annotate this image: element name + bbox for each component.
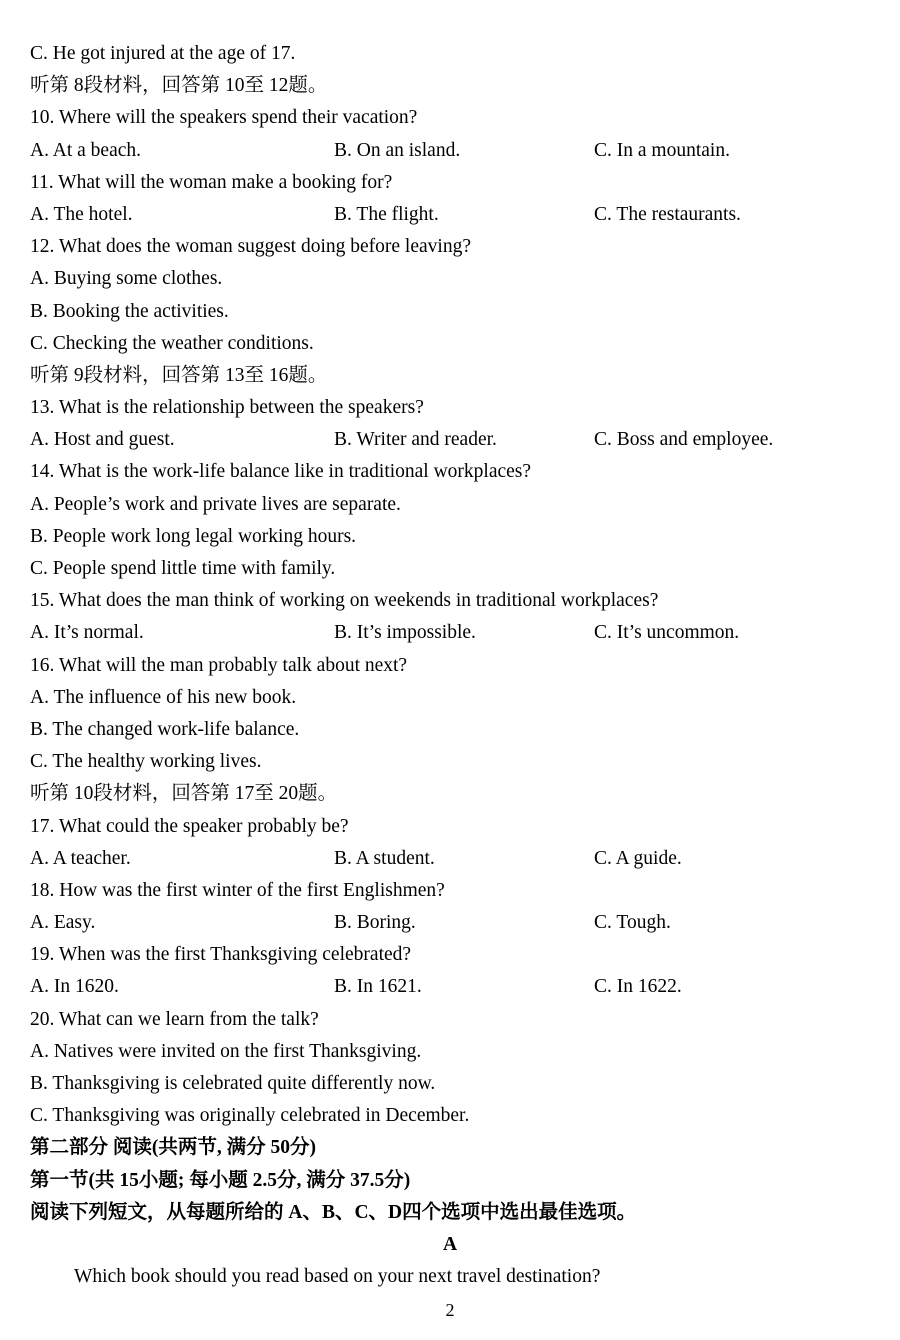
text-line: A. Buying some clothes. [30, 268, 223, 290]
text-line: 11. What will the woman make a booking for? [30, 171, 393, 193]
text-line: B. Booking the activities. [30, 300, 229, 322]
option-a: A. Easy. [30, 912, 96, 934]
passage-label: A [442, 1233, 458, 1255]
text-line: 17. What could the speaker probably be? [30, 815, 349, 837]
option-row [30, 617, 870, 649]
text-line: 12. What does the woman suggest doing before leaving? [30, 236, 471, 258]
text-line: C. Checking the weather conditions. [30, 332, 314, 354]
option-b: B. On an island. [334, 139, 461, 161]
option-b: B. Writer and reader. [334, 429, 497, 451]
option-a: A. A teacher. [30, 847, 131, 869]
option-b: B. It’s impossible. [334, 622, 476, 644]
text-line: 15. What does the man think of working on weekends in traditional workplaces? [30, 590, 659, 612]
option-b: B. A student. [334, 847, 435, 869]
option-a: A. The hotel. [30, 203, 133, 225]
text-line: 10. Where will the speakers spend their vacation? [30, 107, 418, 129]
text-line: 13. What is the relationship between the speakers? [30, 397, 424, 419]
option-a: A. It’s normal. [30, 622, 144, 644]
option-row [30, 199, 870, 231]
section-heading: 第二部分 阅读(共两节, 满分 50分) [30, 1137, 316, 1159]
option-b: B. Boring. [334, 912, 416, 934]
option-a: A. At a beach. [30, 139, 142, 161]
text-line: 14. What is the work-life balance like in traditional workplaces? [30, 461, 532, 483]
option-row [30, 135, 870, 167]
text-line: C. He got injured at the age of 17. [30, 43, 296, 64]
option-b: B. The flight. [334, 203, 439, 225]
option-a: A. In 1620. [30, 976, 119, 998]
text-line: B. Thanksgiving is celebrated quite differently now. [30, 1073, 436, 1094]
text-line: A. The influence of his new book. [30, 686, 297, 708]
option-c: C. It’s uncommon. [594, 622, 740, 644]
section-heading: 第一节(共 15小题; 每小题 2.5分, 满分 37.5分) [30, 1169, 411, 1191]
text-line: A. Natives were invited on the first Thanksgiving. [30, 1040, 422, 1062]
option-c: C. In 1622. [594, 976, 682, 998]
text-line: 19. When was the first Thanksgiving celebrated? [30, 944, 412, 966]
document-page [30, 38, 870, 1293]
option-row [30, 971, 870, 1003]
text-line: 16. What will the man probably talk about next? [30, 654, 408, 676]
option-row [30, 424, 870, 456]
option-row [30, 907, 870, 939]
option-c: C. The restaurants. [594, 203, 741, 225]
text-line: C. The healthy working lives. [30, 751, 262, 773]
option-c: C. Boss and employee. [594, 429, 774, 451]
text-line: C. Thanksgiving was originally celebrated in December. [30, 1105, 470, 1127]
option-a: A. Host and guest. [30, 429, 175, 451]
option-c: C. Tough. [594, 912, 671, 934]
text-line: B. People work long legal working hours. [30, 525, 357, 547]
text-line: B. The changed work-life balance. [30, 718, 300, 740]
option-row [30, 843, 870, 875]
text-line: 听第 9段材料，回答第 13至 16题。 [30, 364, 328, 386]
text-line: 听第 10段材料，回答第 17至 20题。 [30, 783, 338, 805]
section-heading: 阅读下列短文，从每题所给的 A、B、C、D四个选项中选出最佳选项。 [30, 1201, 637, 1223]
passage-text: Which book should you read based on your next travel destination? [74, 1266, 601, 1288]
text-line: A. People’s work and private lives are separate. [30, 493, 401, 515]
text-line: 20. What can we learn from the talk? [30, 1008, 319, 1030]
text-line: C. People spend little time with family. [30, 558, 336, 579]
text-line: 听第 8段材料，回答第 10至 12题。 [30, 75, 328, 97]
option-b: B. In 1621. [334, 976, 422, 998]
option-c: C. A guide. [594, 847, 682, 869]
option-c: C. In a mountain. [594, 139, 730, 161]
page-number: 2 [445, 1300, 455, 1320]
text-line: 18. How was the first winter of the first Englishmen? [30, 879, 445, 901]
